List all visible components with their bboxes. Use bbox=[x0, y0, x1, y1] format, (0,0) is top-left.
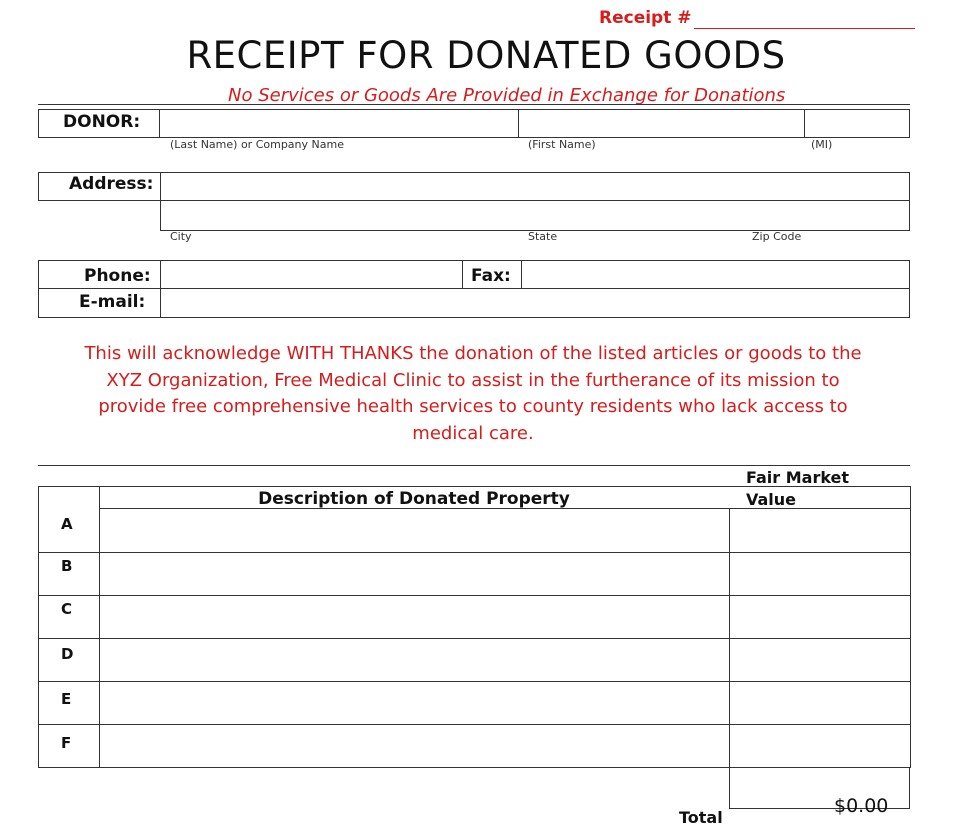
description-cell-b[interactable] bbox=[100, 553, 728, 594]
fair-market-header-line2: Value bbox=[746, 490, 797, 509]
fax-divider-left bbox=[462, 260, 463, 288]
ack-line-1: This will acknowledge WITH THANKS the donation of the listed articles or goods to the bbox=[84, 343, 862, 364]
acknowledgement-text bbox=[0, 341, 946, 447]
ack-line-2: XYZ Organization, Free Medical Clinic to assist in the furtherance of its mission to bbox=[106, 369, 840, 391]
donor-mi-field[interactable] bbox=[804, 109, 910, 138]
page-subtitle: No Services or Goods Are Provided in Exchange for Donations bbox=[228, 85, 786, 106]
value-cell-a[interactable] bbox=[730, 509, 909, 551]
value-cell-f[interactable] bbox=[730, 725, 909, 766]
row-letter-c: C bbox=[61, 600, 73, 618]
donor-label: DONOR: bbox=[63, 112, 141, 132]
ack-line-3: provide free comprehensive health services to county residents who lack access to bbox=[98, 396, 848, 417]
description-cell-c[interactable] bbox=[100, 596, 728, 637]
phone-label: Phone: bbox=[84, 266, 151, 286]
description-cell-d[interactable] bbox=[100, 639, 728, 680]
last-name-hint: (Last Name) or Company Name bbox=[170, 138, 344, 151]
value-cell-b[interactable] bbox=[730, 553, 909, 594]
divider-top bbox=[38, 104, 910, 105]
row-letter-e: E bbox=[61, 690, 72, 708]
divider-table bbox=[38, 465, 910, 466]
donor-first-name-field[interactable] bbox=[518, 109, 805, 138]
total-value: $0.00 bbox=[834, 795, 889, 817]
donor-last-name-field[interactable] bbox=[159, 109, 519, 138]
table-top-line bbox=[38, 486, 910, 487]
address-line2-field[interactable] bbox=[160, 200, 910, 231]
state-hint: State bbox=[528, 230, 558, 243]
description-cell-a[interactable] bbox=[100, 509, 728, 551]
receipt-number-label: Receipt # bbox=[599, 8, 692, 28]
email-label: E-mail: bbox=[79, 292, 146, 312]
description-header: Description of Donated Property bbox=[258, 489, 570, 509]
page-title: RECEIPT FOR DONATED GOODS bbox=[186, 34, 786, 77]
row-letter-d: D bbox=[61, 645, 74, 663]
fax-field[interactable] bbox=[522, 261, 909, 288]
value-cell-e[interactable] bbox=[730, 682, 909, 723]
email-field[interactable] bbox=[161, 289, 909, 317]
phone-field[interactable] bbox=[161, 261, 462, 288]
description-cell-f[interactable] bbox=[100, 725, 728, 766]
row-letter-b: B bbox=[61, 557, 73, 575]
value-cell-d[interactable] bbox=[730, 639, 909, 680]
address-label: Address: bbox=[69, 174, 154, 194]
receipt-number-field[interactable] bbox=[694, 28, 915, 29]
city-hint: City bbox=[170, 230, 192, 243]
address-line1-field[interactable] bbox=[160, 172, 910, 201]
description-cell-e[interactable] bbox=[100, 682, 728, 723]
total-label: Total bbox=[679, 808, 723, 827]
first-name-hint: (First Name) bbox=[528, 138, 596, 151]
mi-hint: (MI) bbox=[811, 138, 833, 151]
ack-line-4: medical care. bbox=[412, 422, 534, 444]
table-right-border bbox=[910, 486, 911, 768]
value-cell-c[interactable] bbox=[730, 596, 909, 637]
row-letter-a: A bbox=[61, 515, 73, 533]
table-left-border bbox=[38, 486, 39, 768]
fair-market-header-line1: Fair Market bbox=[746, 468, 850, 487]
row-letter-f: F bbox=[61, 734, 72, 752]
fax-label: Fax: bbox=[471, 266, 511, 286]
zip-hint: Zip Code bbox=[752, 230, 802, 243]
